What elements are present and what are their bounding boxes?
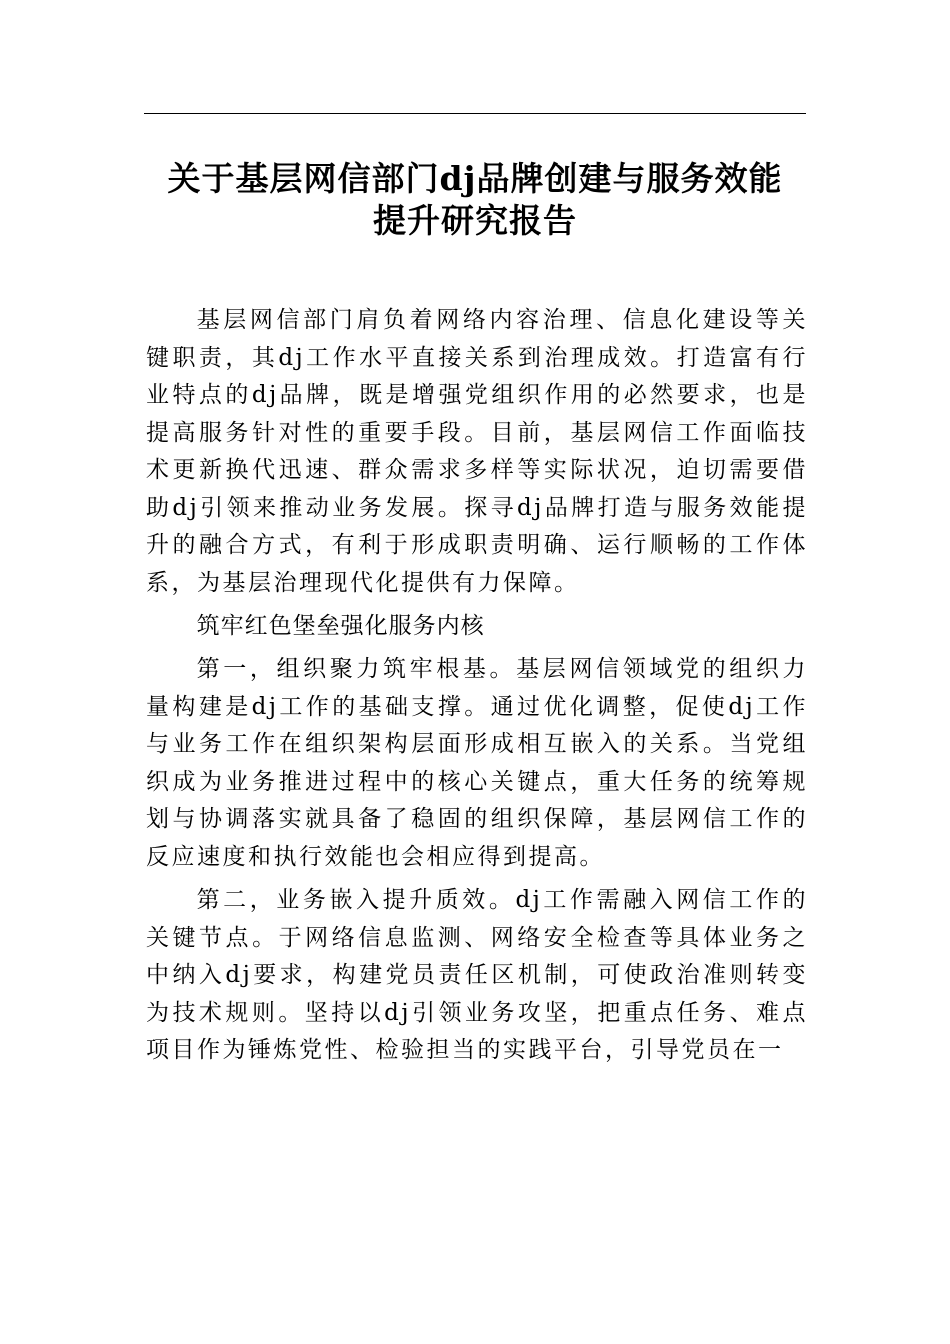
body-paragraph-1: 第一，组织聚力筑牢根基。基层网信领域党的组织力量构建是dj工作的基础支撑。通过优化调整，促使dj工作与业务工作在组织架构层面形成相互嵌入的关系。当党组织成为业务推进过程中的核心关键点，重大任务的统筹规划与协调落实就具备了稳固的组织保障，基层网信工作的反应速度和执行效能也会相应得到提高。 [146, 656, 808, 870]
document-title [144, 158, 806, 242]
intro-paragraph: 基层网信部门肩负着网络内容治理、信息化建设等关键职责，其dj工作水平直接关系到治理成效。打造富有行业特点的dj品牌，既是增强党组织作用的必然要求，也是提高服务针对性的重要手段。目前，基层网信工作面临技术更新换代迅速、群众需求多样等实际状况，迫切需要借助dj引领来推动业务发展。探寻dj品牌打造与服务效能提升的融合方式，有利于形成职责明确、运行顺畅的工作体系，为基层治理现代化提供有力保障。 [146, 307, 808, 596]
body-paragraph-2: 第二，业务嵌入提升质效。dj工作需融入网信工作的关键节点。于网络信息监测、网络安全检查等具体业务之中纳入dj要求，构建党员责任区机制，可使政治准则转变为技术规则。坚持以dj引领业务攻坚，把重点任务、难点项目作为锤炼党性、检验担当的实践平台，引导党员在一 [146, 887, 808, 1063]
title-line-1: 关于基层网信部门dj品牌创建与服务效能 [167, 159, 783, 198]
title-line-2: 提升研究报告 [373, 201, 577, 240]
section-heading: 筑牢红色堡垒强化服务内核 [196, 613, 485, 639]
header-rule [144, 113, 806, 114]
document-body [146, 302, 808, 1076]
